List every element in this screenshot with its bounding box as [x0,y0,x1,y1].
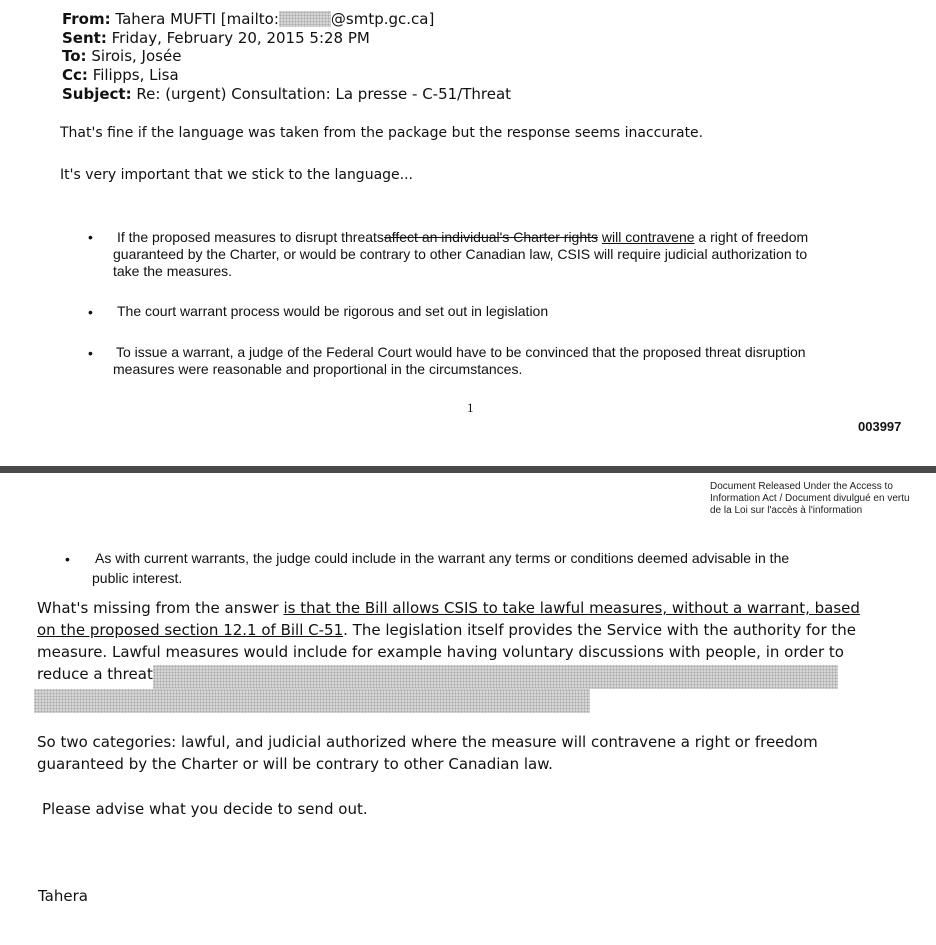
sent-label: Sent: [62,29,107,47]
subject-label: Subject: [62,85,132,103]
bullet-1-line1-end: a right of freedom [694,229,809,245]
categories-line1: So two categories: lawful, and judicial authorized where the measure will contravene a right or freedom [37,733,818,751]
from-name: Tahera MUFTI [mailto: [115,10,279,28]
redaction-block-2 [34,689,590,713]
bullet-1-line3: take the measures. [113,263,233,279]
underlined-section: on the proposed section 12.1 of Bill C-51 [37,621,344,639]
paragraph-1: That's fine if the language was taken from the package but the response seems inaccurate. [60,125,704,141]
redacted-email-user [279,11,331,27]
email-cc-line [62,66,179,85]
release-line-2: Information Act / Document divulgué en vertu [710,493,910,504]
to-value: Sirois, Josée [91,47,182,65]
subject-value: Re: (urgent) Consultation: La presse - C-51/Threat [136,85,512,103]
sent-value: Friday, February 20, 2015 5:28 PM [111,29,370,47]
bullet-1 [113,229,903,280]
redaction-block-1 [153,665,838,689]
cc-label: Cc: [62,66,88,84]
cc-value: Filipps, Lisa [92,66,179,84]
categories-line2: guaranteed by the Charter or will be contrary to other Canadian law. [37,755,553,773]
missing-para-start: What's missing from the answer [37,599,284,617]
email-subject-line [62,85,511,104]
underlined-claim: is that the Bill allows CSIS to take lawful measures, without a warrant, based [283,599,860,617]
bullet-1-line2: guaranteed by the Charter, or would be contrary to other Canadian law, CSIS will require judicial authorization to [113,246,808,262]
page-divider [0,466,936,473]
bullet-3-marker: • [88,345,93,361]
signature: Tahera [38,887,88,905]
bullet-3 [113,344,806,378]
bullet-4 [92,550,789,587]
categories-paragraph [37,731,818,775]
email-to-line [62,47,181,66]
missing-para-line2-end: . The legislation itself provides the Service with the authority for the [343,621,857,639]
bullet-4-marker: • [65,551,70,567]
document-number: 003997 [858,419,902,434]
from-label: From: [62,10,111,28]
to-label: To: [62,47,87,65]
email-sent-line [62,29,370,48]
bullet-1-text-start: If the proposed measures to disrupt threats [117,229,384,245]
advise-paragraph: Please advise what you decide to send out. [42,800,368,818]
bullet-4-line2: public interest. [92,570,183,586]
page-number: 1 [467,400,474,415]
release-notice [710,481,910,517]
missing-para-line4: reduce a threat [37,665,153,683]
underlined-text: will contravene [601,229,695,245]
bullet-4-line1: As with current warrants, the judge could include in the warrant any terms or conditions deemed advisable in the [95,550,790,566]
from-domain: @smtp.gc.ca] [330,10,435,28]
bullet-3-line2: measures were reasonable and proportional in the circumstances. [113,361,523,377]
release-line-1: Document Released Under the Access to [710,481,893,492]
release-line-3: de la Loi sur l'accès à l'information [710,505,863,516]
missing-para-line3: measure. Lawful measures would include for example having voluntary discussions with people, in order to [37,643,844,661]
bullet-2: The court warrant process would be rigorous and set out in legislation [117,303,549,319]
bullet-3-line1: To issue a warrant, a judge of the Federal Court would have to be convinced that the proposed threat disruption [116,344,806,360]
paragraph-2: It's very important that we stick to the language... [60,167,414,183]
bullet-2-marker: • [88,304,93,320]
bullet-1-marker: • [88,229,93,245]
strikethrough-text: affect an individual's Charter rights [383,229,599,245]
email-from-line [62,10,434,29]
